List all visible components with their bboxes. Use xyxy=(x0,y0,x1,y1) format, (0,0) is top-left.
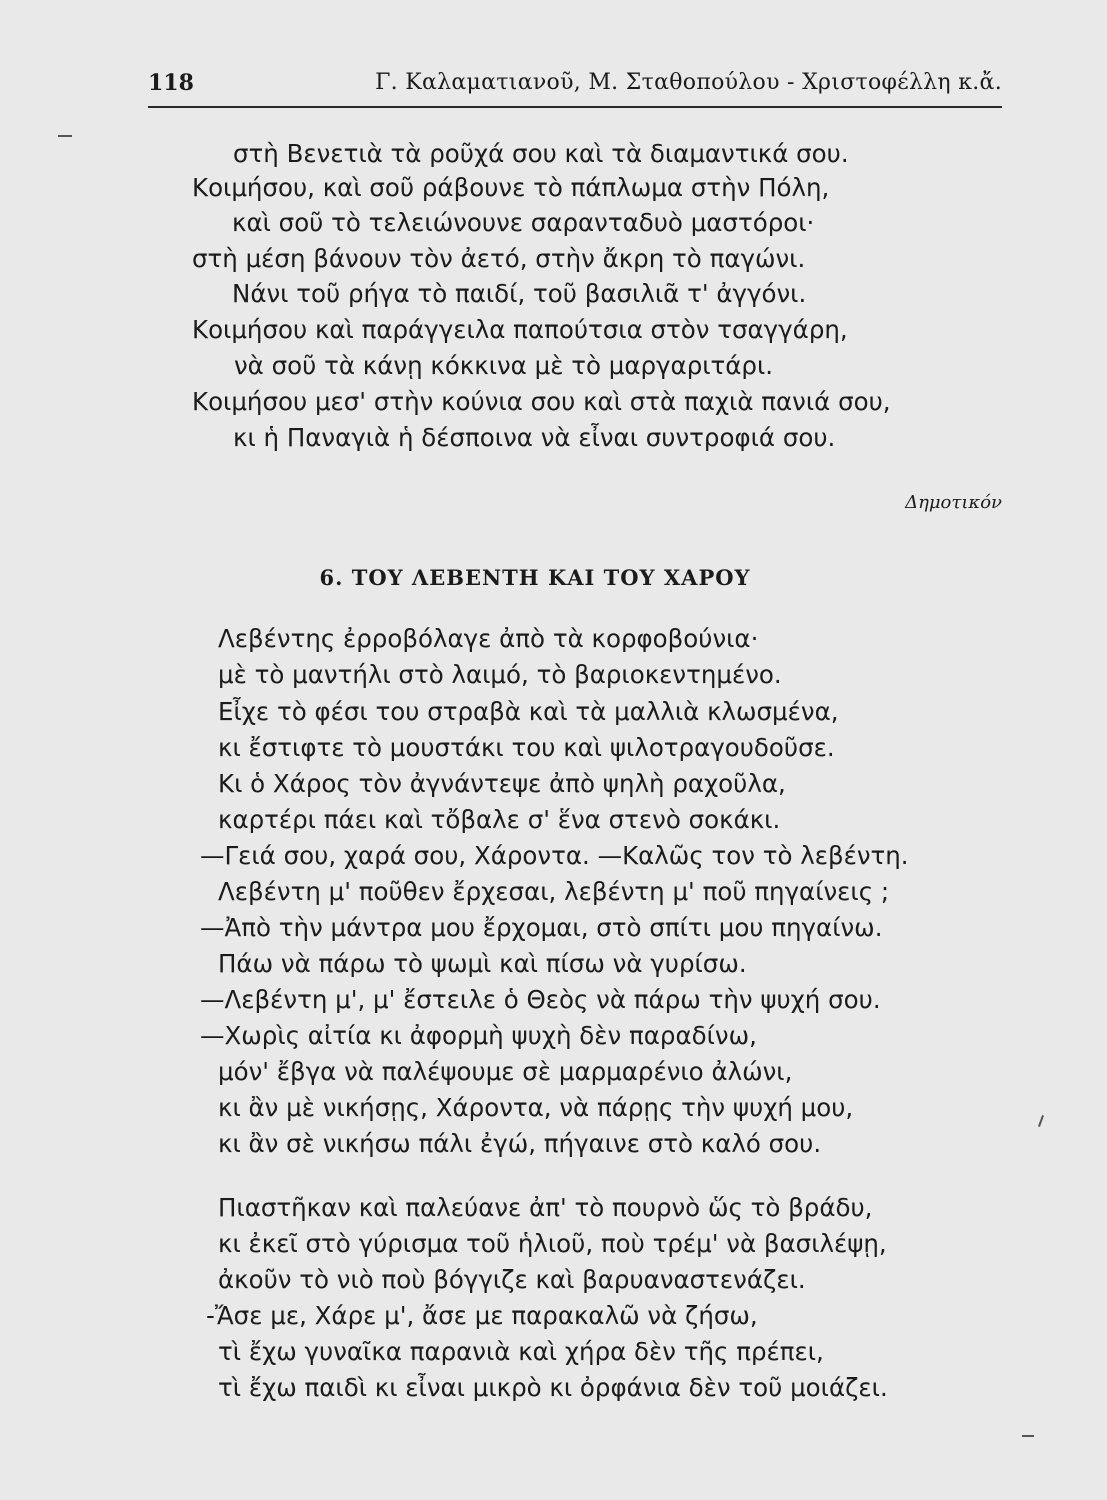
poem-line: μόν' ἔβγα νὰ παλέψουμε σὲ μαρμαρένιο ἀλώνι, xyxy=(218,1057,793,1086)
poem-line: κι ἡ Παναγιὰ ἡ δέσποινα νὰ εἶναι συντροφιά σου. xyxy=(233,423,836,452)
poem-line: τὶ ἔχω παιδὶ κι εἶναι μικρὸ κι ὀρφάνια δὲν τοῦ μοιάζει. xyxy=(218,1373,888,1402)
poem-line: Κι ὁ Χάρος τὸν ἀγνάντεψε ἀπὸ ψηλὴ ραχοῦλα, xyxy=(218,769,786,798)
poem-line: Κοιμήσου μεσ' στὴν κούνια σου καὶ στὰ παχιὰ πανιά σου, xyxy=(192,387,891,416)
poem-line: —Γειά σου, χαρά σου, Χάροντα. —Καλῶς τον τὸ λεβέντη. xyxy=(200,841,909,870)
poem-line: Κοιμήσου καὶ παράγγειλα παπούτσια στὸν τσαγγάρη, xyxy=(192,315,848,344)
poem-line: —Ἀπὸ τὴν μάντρα μου ἔρχομαι, στὸ σπίτι μου πηγαίνω. xyxy=(200,913,883,942)
poem-line: νὰ σοῦ τὰ κάνῃ κόκκινα μὲ τὸ μαργαριτάρι. xyxy=(234,351,774,380)
poem-line: Πάω νὰ πάρω τὸ ψωμὶ καὶ πίσω νὰ γυρίσω. xyxy=(218,949,747,978)
poem-line: κι ἂν μὲ νικήσῃς, Χάροντα, νὰ πάρῃς τὴν ψυχή μου, xyxy=(218,1093,854,1122)
scan-mark xyxy=(58,135,72,137)
page-header xyxy=(148,66,1002,108)
poem-signature: Δημοτικόν xyxy=(905,492,1002,513)
poem-line: Λεβέντη μ' ποῦθεν ἔρχεσαι, λεβέντη μ' ποῦ πηγαίνεις ; xyxy=(218,877,890,906)
poem-line: στὴ μέση βάνουν τὸν ἀετό, στὴν ἄκρη τὸ παγώνι. xyxy=(192,244,806,273)
poem-line: Λεβέντης ἐρροβόλαγε ἀπὸ τὰ κορφοβούνια· xyxy=(218,624,759,653)
poem-line: κι ἐκεῖ στὸ γύρισμα τοῦ ἡλιοῦ, ποὺ τρέμ' νὰ βασιλέψῃ, xyxy=(218,1229,887,1258)
poem-line: Εἶχε τὸ φέσι του στραβὰ καὶ τὰ μαλλιὰ κλωσμένα, xyxy=(218,697,839,726)
poem-line: μὲ τὸ μαντήλι στὸ λαιμό, τὸ βαριοκεντημένο. xyxy=(218,660,782,689)
poem-line: καρτέρι πάει καὶ τὄβαλε σ' ἕνα στενὸ σοκάκι. xyxy=(218,805,781,834)
running-title: Γ. Καλαματιανοῦ, Μ. Σταθοπούλου - Χριστοφέλλη κ.ἄ. xyxy=(375,70,1002,95)
poem-title: 6. ΤΟΥ ΛΕΒΕΝΤΗ ΚΑΙ ΤΟΥ ΧΑΡΟΥ xyxy=(319,565,751,590)
poem-line: Κοιμήσου, καὶ σοῦ ράβουνε τὸ πάπλωμα στὴν Πόλη, xyxy=(192,173,830,202)
poem-line: ἀκοῦν τὸ νιὸ ποὺ βόγγιζε καὶ βαρυαναστενάζει. xyxy=(218,1265,806,1294)
poem-line: τὶ ἔχω γυναῖκα παρανιὰ καὶ χήρα δὲν τῆς πρέπει, xyxy=(218,1337,824,1366)
scan-mark xyxy=(1022,1435,1034,1437)
poem-line: κι ἂν σὲ νικήσω πάλι ἐγώ, πήγαινε στὸ καλό σου. xyxy=(218,1129,822,1158)
poem-line: —Χωρὶς αἰτία κι ἀφορμὴ ψυχὴ δὲν παραδίνω, xyxy=(200,1021,757,1050)
poem-line: κι ἔστιφτε τὸ μουστάκι του καὶ ψιλοτραγουδοῦσε. xyxy=(218,733,835,762)
poem-line: —Λεβέντη μ', μ' ἔστειλε ὁ Θεὸς νὰ πάρω τὴν ψυχή σου. xyxy=(200,985,881,1014)
poem-line: Πιαστῆκαν καὶ παλεύανε ἀπ' τὸ πουρνὸ ὥς τὸ βράδυ, xyxy=(218,1193,873,1222)
poem-line: -Ἄσε με, Χάρε μ', ἄσε με παρακαλῶ νὰ ζήσω, xyxy=(206,1301,758,1330)
poem-line: Νάνι τοῦ ρήγα τὸ παιδί, τοῦ βασιλιᾶ τ' ἀγγόνι. xyxy=(232,279,807,308)
page-number: 118 xyxy=(148,70,194,96)
scan-mark xyxy=(1038,1115,1044,1127)
poem-line: στὴ Βενετιὰ τὰ ροῦχά σου καὶ τὰ διαμαντικά σου. xyxy=(233,139,849,168)
poem-line: καὶ σοῦ τὸ τελειώνουνε σαρανταδυὸ μαστόροι· xyxy=(232,208,815,237)
